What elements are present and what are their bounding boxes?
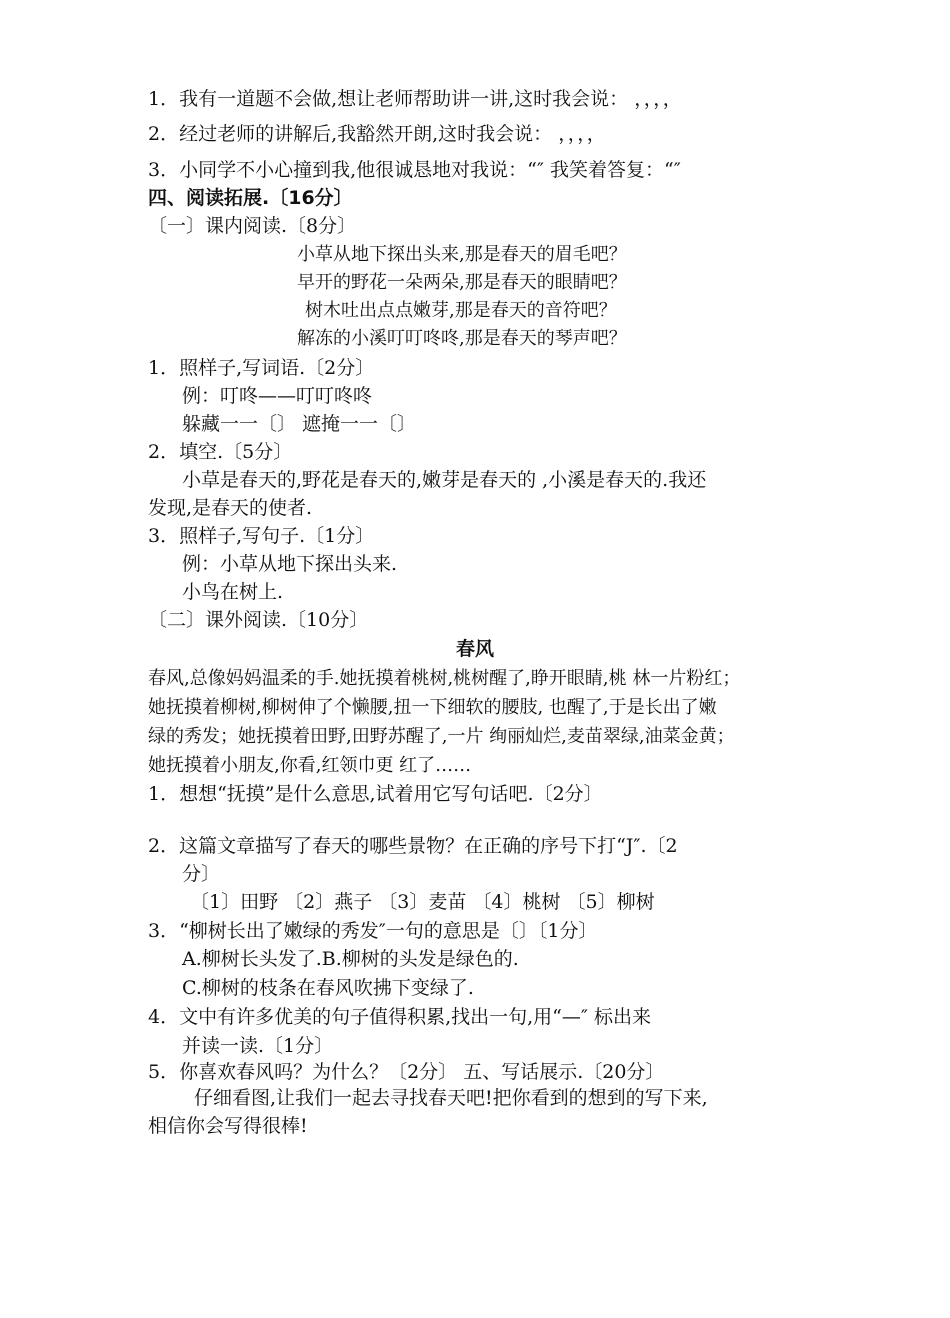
question-3: 3．小同学不小心撞到我,他很诚恳地对我说：“″ 我笑着答复：“″ — [148, 159, 681, 181]
part1-question-3-example: 例：小草从地下探出头来. — [182, 553, 398, 575]
article-paragraph-line-1: 春风,总像妈妈温柔的手.她抚摸着桃树,桃树醒了,睁开眼睛,桃 林一片粉红； — [148, 668, 741, 689]
question-2: 2．经过老师的讲解后,我豁然开朗,这时我会说： ，，，， — [148, 123, 606, 145]
part2-question-3: 3．“柳树长出了嫩绿的秀发″一句的意思是〔〕〔1分〕 — [148, 920, 598, 942]
section-4-heading: 四、阅读拓展.〔16分〕 — [148, 187, 353, 209]
part2-question-1: 1．想想“抚摸”是什么意思,试着用它写句话吧.〔2分〕 — [148, 783, 603, 805]
part2-question-2-options: 〔1〕田野 〔2〕燕子 〔3〕麦苗 〔4〕桃树 〔5〕柳树 — [190, 891, 655, 913]
part-2-heading: 〔二〕课外阅读.〔10分〕 — [148, 609, 369, 631]
part2-question-3-option-ab: A.柳树长头发了.B.柳树的头发是绿色的. — [182, 948, 519, 970]
part-1-heading: 〔一〕课内阅读.〔8分〕 — [148, 215, 357, 237]
part1-question-3: 3．照样子,写句子.〔1分〕 — [148, 525, 375, 547]
part1-question-1-example: 例：叮咚——叮叮咚咚 — [182, 385, 373, 407]
part2-question-2: 2．这篇文章描写了春天的哪些景物？在正确的序号下打“J″.〔2 — [148, 835, 678, 857]
poem-line-3: 树木吐出点点嫩芽,那是春天的音符吧？ — [305, 300, 617, 321]
part1-question-2: 2．填空.〔5分〕 — [148, 441, 293, 463]
part1-question-2-line-a: 小草是春天的,野花是春天的,嫩芽是春天的 ,小溪是春天的.我还 — [182, 469, 707, 491]
article-paragraph-line-3: 绿的秀发；她抚摸着田野,田野苏醒了,一片 绚丽灿烂,麦苗翠绿,油菜金黄； — [148, 726, 735, 747]
part1-question-2-line-b: 发现,是春天的使者. — [148, 497, 313, 519]
article-title: 春风 — [456, 638, 495, 660]
part1-question-1: 1．照样子,写词语.〔2分〕 — [148, 357, 375, 379]
article-paragraph-line-2: 她抚摸着柳树,柳树伸了个懒腰,扭一下细软的腰肢, 也醒了,于是长出了嫩 — [148, 697, 717, 718]
writing-prompt-line-1: 仔细看图,让我们一起去寻找春天吧!把你看到的想到的写下来, — [194, 1087, 708, 1109]
part1-question-1-items: 躲藏一一〔〕 遮掩一一〔〕 — [182, 413, 417, 435]
writing-prompt-line-2: 相信你会写得很棒! — [148, 1115, 308, 1137]
part2-question-4: 4．文中有许多优美的句子值得积累,找出一句,用“—″ 标出来 — [148, 1006, 652, 1028]
part2-question-4-continued: 并读一读.〔1分〕 — [182, 1035, 334, 1057]
part2-question-5: 5．你喜欢春风吗？为什么？〔2分〕 五、写话展示.〔20分〕 — [148, 1061, 665, 1083]
question-1: 1．我有一道题不会做,想让老师帮助讲一讲,这时我会说： ，，，， — [148, 88, 682, 110]
part1-question-3-item: 小鸟在树上. — [182, 581, 284, 603]
article-paragraph-line-4: 她抚摸着小朋友,你看,红领巾更 红了…… — [148, 755, 472, 776]
part2-question-3-option-c: C.柳树的枝条在春风吹拂下变绿了. — [182, 977, 474, 999]
poem-line-2: 早开的野花一朵两朵,那是春天的眼睛吧？ — [297, 272, 627, 293]
poem-line-1: 小草从地下探出头来,那是春天的眉毛吧？ — [297, 244, 627, 265]
poem-line-4: 解冻的小溪叮叮咚咚,那是春天的琴声吧？ — [297, 328, 627, 349]
part2-question-2-continued: 分〕 — [182, 863, 221, 885]
